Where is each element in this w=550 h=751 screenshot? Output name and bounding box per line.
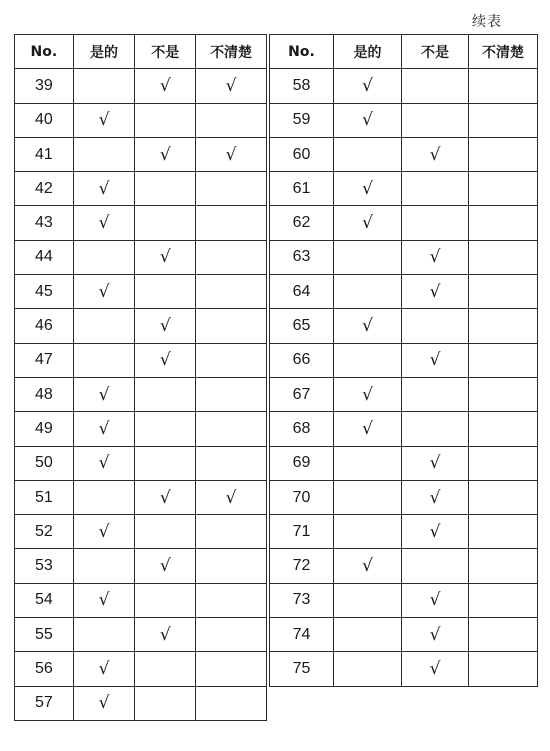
item-number: 61 (270, 172, 334, 206)
right-table-body (270, 69, 538, 686)
table-row (270, 172, 538, 206)
item-number: 70 (270, 480, 334, 514)
item-number: 49 (15, 412, 74, 446)
item-number: 50 (15, 446, 74, 480)
answer-yes-cell (73, 240, 135, 274)
answer-unclear-cell (469, 583, 538, 617)
header-row (15, 35, 267, 69)
answer-yes-cell: √ (73, 206, 135, 240)
item-number: 60 (270, 137, 334, 171)
answer-not-yes-cell (402, 103, 469, 137)
header-yes: 是的 (334, 35, 402, 69)
answer-unclear-cell (196, 446, 267, 480)
answer-unclear-cell (196, 240, 267, 274)
answer-yes-cell (73, 549, 135, 583)
answer-yes-cell (73, 618, 135, 652)
item-number: 62 (270, 206, 334, 240)
answer-not-yes-cell (402, 172, 469, 206)
table-row (270, 446, 538, 480)
answer-unclear-cell (469, 446, 538, 480)
answer-unclear-cell (196, 618, 267, 652)
table-row (15, 137, 267, 171)
header-not-yes: 不是 (402, 35, 469, 69)
answer-not-yes-cell: √ (135, 549, 196, 583)
item-number: 74 (270, 618, 334, 652)
header-unclear: 不清楚 (196, 35, 267, 69)
answer-yes-cell: √ (334, 69, 402, 103)
item-number: 75 (270, 652, 334, 686)
answer-yes-cell (73, 309, 135, 343)
answer-not-yes-cell (135, 446, 196, 480)
answer-unclear-cell (469, 343, 538, 377)
item-number: 52 (15, 515, 74, 549)
answer-not-yes-cell: √ (402, 480, 469, 514)
item-number: 64 (270, 275, 334, 309)
item-number: 69 (270, 446, 334, 480)
answer-yes-cell (334, 343, 402, 377)
answer-not-yes-cell: √ (135, 137, 196, 171)
answer-not-yes-cell (135, 275, 196, 309)
table-row (270, 343, 538, 377)
answer-not-yes-cell: √ (402, 275, 469, 309)
answer-yes-cell: √ (73, 515, 135, 549)
answer-yes-cell (334, 446, 402, 480)
table-row (15, 618, 267, 652)
answer-unclear-cell: √ (196, 137, 267, 171)
header-row (270, 35, 538, 69)
item-number: 56 (15, 652, 74, 686)
table-row (270, 137, 538, 171)
answer-unclear-cell (196, 309, 267, 343)
survey-table-left (14, 34, 267, 721)
answer-unclear-cell (469, 549, 538, 583)
answer-not-yes-cell (402, 69, 469, 103)
answer-not-yes-cell (402, 412, 469, 446)
table-row (15, 309, 267, 343)
answer-unclear-cell (196, 275, 267, 309)
answer-unclear-cell (469, 377, 538, 411)
answer-yes-cell: √ (73, 103, 135, 137)
item-number: 53 (15, 549, 74, 583)
answer-not-yes-cell (135, 172, 196, 206)
answer-unclear-cell (196, 652, 267, 686)
table-row (15, 343, 267, 377)
answer-unclear-cell (196, 549, 267, 583)
table-row (270, 377, 538, 411)
table-row (270, 583, 538, 617)
left-table-body (15, 69, 267, 721)
answer-yes-cell (334, 137, 402, 171)
table-row (270, 515, 538, 549)
item-number: 66 (270, 343, 334, 377)
answer-not-yes-cell (135, 206, 196, 240)
answer-yes-cell: √ (334, 549, 402, 583)
item-number: 63 (270, 240, 334, 274)
table-row (270, 480, 538, 514)
answer-not-yes-cell: √ (135, 618, 196, 652)
answer-not-yes-cell (135, 652, 196, 686)
answer-unclear-cell (469, 69, 538, 103)
table-row (15, 480, 267, 514)
table-row (15, 652, 267, 686)
answer-yes-cell: √ (334, 103, 402, 137)
header-no: No. (15, 35, 74, 69)
answer-not-yes-cell (402, 309, 469, 343)
table-row (270, 206, 538, 240)
answer-yes-cell (334, 583, 402, 617)
answer-yes-cell (73, 69, 135, 103)
answer-unclear-cell (196, 583, 267, 617)
table-row (15, 240, 267, 274)
answer-yes-cell (334, 618, 402, 652)
table-row (15, 206, 267, 240)
answer-unclear-cell (469, 206, 538, 240)
answer-unclear-cell (196, 686, 267, 720)
answer-not-yes-cell: √ (135, 69, 196, 103)
answer-not-yes-cell (402, 377, 469, 411)
answer-yes-cell: √ (334, 309, 402, 343)
answer-yes-cell (73, 137, 135, 171)
answer-not-yes-cell (135, 515, 196, 549)
item-number: 58 (270, 69, 334, 103)
answer-yes-cell: √ (334, 206, 402, 240)
table-row (15, 446, 267, 480)
continued-label: 续表 (472, 14, 502, 30)
answer-yes-cell: √ (334, 172, 402, 206)
answer-not-yes-cell: √ (402, 343, 469, 377)
answer-yes-cell (334, 240, 402, 274)
item-number: 72 (270, 549, 334, 583)
answer-yes-cell: √ (334, 377, 402, 411)
answer-not-yes-cell (135, 583, 196, 617)
answer-not-yes-cell: √ (402, 652, 469, 686)
table-row (270, 618, 538, 652)
answer-unclear-cell (469, 240, 538, 274)
answer-not-yes-cell: √ (402, 446, 469, 480)
answer-not-yes-cell: √ (402, 583, 469, 617)
answer-yes-cell (334, 480, 402, 514)
table-row (15, 275, 267, 309)
table-row (270, 103, 538, 137)
answer-unclear-cell (469, 309, 538, 343)
answer-unclear-cell (196, 515, 267, 549)
answer-not-yes-cell: √ (135, 480, 196, 514)
answer-yes-cell: √ (334, 412, 402, 446)
answer-not-yes-cell: √ (135, 343, 196, 377)
answer-unclear-cell (196, 343, 267, 377)
table-row (15, 172, 267, 206)
item-number: 41 (15, 137, 74, 171)
answer-unclear-cell (196, 172, 267, 206)
table-row (15, 515, 267, 549)
answer-not-yes-cell (135, 412, 196, 446)
item-number: 73 (270, 583, 334, 617)
answer-not-yes-cell: √ (135, 309, 196, 343)
answer-unclear-cell (469, 480, 538, 514)
answer-unclear-cell (469, 103, 538, 137)
item-number: 44 (15, 240, 74, 274)
answer-unclear-cell: √ (196, 480, 267, 514)
item-number: 42 (15, 172, 74, 206)
answer-unclear-cell (469, 618, 538, 652)
table-row (270, 275, 538, 309)
table-row (270, 652, 538, 686)
table-row (15, 549, 267, 583)
item-number: 67 (270, 377, 334, 411)
answer-yes-cell: √ (73, 446, 135, 480)
answer-not-yes-cell: √ (402, 240, 469, 274)
item-number: 55 (15, 618, 74, 652)
answer-unclear-cell (469, 515, 538, 549)
answer-yes-cell (73, 480, 135, 514)
answer-not-yes-cell (402, 206, 469, 240)
answer-unclear-cell (469, 652, 538, 686)
table-row (15, 377, 267, 411)
header-not-yes: 不是 (135, 35, 196, 69)
answer-yes-cell: √ (73, 686, 135, 720)
answer-unclear-cell: √ (196, 69, 267, 103)
item-number: 48 (15, 377, 74, 411)
answer-not-yes-cell: √ (135, 240, 196, 274)
answer-not-yes-cell: √ (402, 618, 469, 652)
answer-unclear-cell (469, 412, 538, 446)
item-number: 40 (15, 103, 74, 137)
survey-table-right (269, 34, 538, 687)
item-number: 65 (270, 309, 334, 343)
answer-not-yes-cell (135, 103, 196, 137)
table-row (15, 69, 267, 103)
answer-not-yes-cell (135, 686, 196, 720)
table-row (15, 583, 267, 617)
item-number: 43 (15, 206, 74, 240)
answer-unclear-cell (196, 412, 267, 446)
answer-unclear-cell (469, 275, 538, 309)
answer-unclear-cell (196, 377, 267, 411)
header-yes: 是的 (73, 35, 135, 69)
header-no: No. (270, 35, 334, 69)
answer-unclear-cell (469, 172, 538, 206)
answer-yes-cell (334, 652, 402, 686)
item-number: 45 (15, 275, 74, 309)
answer-yes-cell (334, 275, 402, 309)
table-row (270, 412, 538, 446)
answer-unclear-cell (469, 137, 538, 171)
item-number: 51 (15, 480, 74, 514)
answer-unclear-cell (196, 103, 267, 137)
answer-not-yes-cell: √ (402, 137, 469, 171)
table-row (270, 549, 538, 583)
item-number: 68 (270, 412, 334, 446)
table-row (270, 240, 538, 274)
answer-unclear-cell (196, 206, 267, 240)
answer-yes-cell (73, 343, 135, 377)
table-row (15, 103, 267, 137)
answer-yes-cell (334, 515, 402, 549)
answer-yes-cell: √ (73, 583, 135, 617)
header-unclear: 不清楚 (469, 35, 538, 69)
answer-not-yes-cell: √ (402, 515, 469, 549)
answer-not-yes-cell (135, 377, 196, 411)
table-row (15, 412, 267, 446)
item-number: 54 (15, 583, 74, 617)
item-number: 57 (15, 686, 74, 720)
item-number: 71 (270, 515, 334, 549)
answer-yes-cell: √ (73, 172, 135, 206)
answer-yes-cell: √ (73, 412, 135, 446)
table-row (270, 69, 538, 103)
table-row (15, 686, 267, 720)
answer-yes-cell: √ (73, 275, 135, 309)
item-number: 59 (270, 103, 334, 137)
item-number: 39 (15, 69, 74, 103)
answer-not-yes-cell (402, 549, 469, 583)
item-number: 47 (15, 343, 74, 377)
item-number: 46 (15, 309, 74, 343)
answer-yes-cell: √ (73, 652, 135, 686)
table-row (270, 309, 538, 343)
answer-yes-cell: √ (73, 377, 135, 411)
